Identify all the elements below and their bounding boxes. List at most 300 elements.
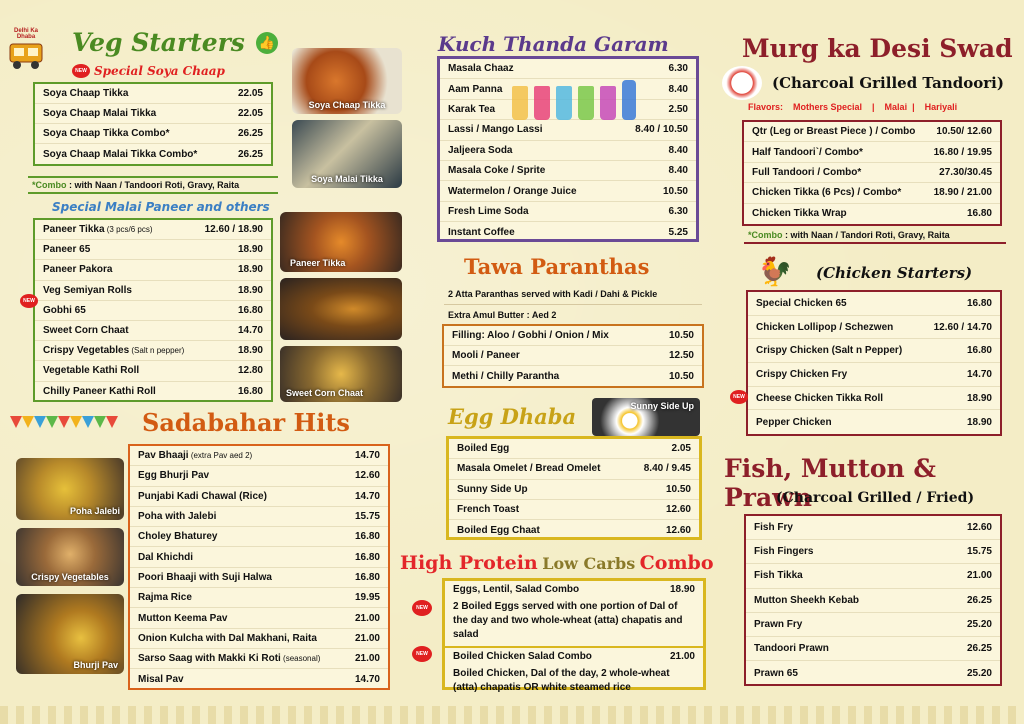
item-name-text: French Toast [457,504,520,516]
menu-item [746,661,1000,685]
menu-item [35,301,271,321]
tawa-line2: Extra Amul Butter : Aed 2 [448,310,557,320]
menu-item-price: 2.05 [671,443,691,455]
item-name-text: Aam Panna [448,83,503,95]
menu-item-price: 21.00 [354,632,380,644]
item-name-text: Poori Bhaaji with Suji Halwa [138,571,272,583]
menu-item-name [138,511,355,522]
menu-item [744,204,1000,224]
menu-item-name [756,393,967,404]
menu-item-price: 18.90 [966,392,992,404]
item-name-text: Fish Tikka [754,570,803,582]
menu-item-name [754,570,967,581]
item-name-text: Crispy Vegetables [43,345,130,357]
menu-item-price: 6.30 [668,205,688,217]
menu-item-name [43,305,238,316]
protein-combo-1 [445,581,703,598]
item-name-text: Filling: Aloo / Gobhi / Onion / Mix [452,330,609,341]
item-name-text: Poha with Jalebi [138,511,217,523]
menu-item-name [752,167,939,178]
menu-item [35,144,271,164]
item-name-text: Watermelon / Orange Juice [448,185,577,197]
photo-label: Poha Jalebi [69,506,120,516]
new-badge-protein-2: NEW [412,646,432,662]
menu-item-name [138,450,355,461]
tawa-divider [444,304,702,305]
item-note: (seasonal) [280,654,321,664]
menu-item-price: 16.80 [237,304,263,316]
menu-item-price: 16.80 [354,531,380,543]
menu-item [35,124,271,144]
menu-item-price: 6.30 [668,63,688,75]
new-badge-soya: NEW [72,64,90,78]
item-name-text: Sarso Saag with Makki Ki Roti [138,653,281,665]
glass-icon [556,86,572,120]
photo-poha-jalebi [16,458,124,520]
photo-crispy-vegetables [16,528,124,586]
item-name-text: Paneer Pakora [43,264,113,276]
menu-item-price: 18.90 [237,345,263,357]
egg-list [449,439,699,540]
glass-icon [512,86,528,120]
murg-combo-label: *Combo [748,230,783,240]
menu-item-price: 8.40 [668,144,688,156]
item-name-text: Chicken Lollipop / Schezwen [756,321,894,333]
item-name-text: Methi / Chilly Parantha [452,370,560,382]
menu-item-name [43,386,238,397]
menu-item [444,326,702,346]
menu-item-price: 10.50 [668,370,694,382]
menu-item-price: 12.60 [665,524,691,536]
protein-title-2: Low Carbs [542,554,636,573]
item-name-text: Prawn Fry [754,618,803,630]
menu-item-price: 12.60 [966,522,992,534]
menu-item-name [756,417,967,428]
menu-item [130,446,388,466]
menu-item-price: 12.60 [665,504,691,516]
menu-item-price: 25.20 [966,667,992,679]
protein-title-3: Combo [639,552,714,574]
menu-item-price: 19.95 [354,592,380,604]
menu-item-name [752,147,934,158]
glass-icon [600,86,616,120]
photo-label: Soya Malai Tikka [311,174,383,184]
murg-flavors: Flavors: Mothers Special | Malai | Hariyali [748,102,958,112]
truck-icon [8,40,44,72]
menu-item-name [457,484,666,495]
menu-item-name [452,350,669,361]
menu-item [748,363,1000,387]
veg-combo-note [28,176,278,194]
photo-label: Sunny Side Up [630,401,694,411]
menu-item-price: 22.05 [237,108,263,119]
menu-item-price: 8.40 / 9.45 [643,463,691,475]
item-name-text: Lassi / Mango Lassi [448,124,543,136]
dhaba-logo [6,28,46,74]
menu-item-price: 16.80 [966,208,992,220]
tawa-list [444,326,702,386]
menu-item-price: 10.50 [662,185,688,197]
thanda-title: Kuch Thanda Garam [438,32,669,56]
menu-item-price: 10.50 [668,330,694,341]
menu-item-price: 26.25 [237,128,263,139]
menu-item-name [43,264,238,275]
menu-item-price: 8.40 / 10.50 [635,124,688,136]
menu-item [449,459,699,479]
rooster-icon: 🐓 [757,256,793,287]
menu-item [449,520,699,540]
protein-title-1: High Protein [400,552,538,574]
menu-item-name [448,206,669,217]
menu-item-price: 16.80 [237,386,263,398]
egg-box [446,436,702,540]
menu-item [130,588,388,608]
item-name-text: Pav Bhaaji [138,450,189,462]
menu-item-name [138,633,355,644]
menu-item-name [43,365,238,376]
menu-item [130,629,388,649]
menu-item [35,281,271,301]
photo-bhurji-pav [16,594,124,674]
item-name-text: Mooli / Paneer [452,350,520,361]
menu-item [746,589,1000,613]
new-badge-protein-1: NEW [412,600,432,616]
item-name-text: Misal Pav [138,673,184,685]
logo-name: Delhi Ka Dhaba [13,28,38,40]
menu-item-price: 22.05 [237,88,263,99]
menu-item [35,240,271,260]
menu-item-name [452,330,669,341]
menu-item [746,516,1000,540]
item-name-text: Veg Semiyan Rolls [43,284,132,296]
menu-item [444,346,702,366]
menu-item [449,439,699,459]
menu-item-price: 12.50 [668,350,694,361]
menu-item-name [752,208,967,219]
item-name-text: Sunny Side Up [457,483,528,495]
menu-item-price: 12.60 / 18.90 [204,224,263,236]
bottom-border [0,706,1024,724]
protein-combo-1-name: Eggs, Lentil, Salad Combo [453,584,580,595]
menu-item-price: 16.80 [354,571,380,583]
menu-item [35,220,271,240]
glass-icon [578,86,594,120]
menu-item-name [43,244,238,255]
item-name-text: Dal Khichdi [138,551,194,563]
menu-item-name [43,224,205,235]
item-name-text: Soya Chaap Malai Tikka [43,108,157,119]
fish-title: Fish, Mutton & Prawn [724,454,936,512]
egg-title: Egg Dhaba [448,404,577,429]
menu-item-name [756,322,934,333]
soya-chaap-list [35,84,271,164]
new-badge-gobhi: NEW [20,294,38,308]
menu-item-name [754,668,967,679]
bunting-decoration [10,416,118,428]
paneer-list [35,220,271,402]
photo-label: Crispy Vegetables [31,572,109,582]
menu-item-name [138,531,355,542]
menu-item-name [754,595,967,606]
menu-item-name [43,345,238,356]
menu-item [35,341,271,361]
menu-item-name [452,371,669,382]
menu-item-name [43,325,238,336]
item-name-text: Half Tandoori`/ Combo* [752,146,863,158]
veg-starters-title: Veg Starters [72,28,245,57]
menu-item-name [138,592,355,603]
murg-box [742,120,1002,226]
photo-label: Soya Chaap Tikka [308,100,386,110]
photo-label: Sweet Corn Chaat [286,388,364,398]
menu-item-name [138,572,355,583]
item-note: (extra Pav aed 2) [188,451,253,461]
item-name-text: Punjabi Kadi Chawal (Rice) [138,490,267,502]
menu-item [130,507,388,527]
item-name-text: Boiled Egg [457,443,510,455]
photo-soya-chaap-tikka [292,48,402,114]
murg-title: Murg ka Desi Swad [742,34,1013,63]
menu-item-name [754,619,967,630]
menu-item-name [138,552,355,563]
item-name-text: Onion Kulcha with Dal Makhani, Raita [138,632,317,644]
protein-title [400,552,714,574]
menu-item [130,608,388,628]
menu-item-name [43,108,238,119]
item-name-text: Full Tandoori / Combo* [752,166,862,178]
menu-item-name [448,186,663,197]
menu-item-price: 12.60 / 14.70 [933,321,992,333]
menu-item-price: 14.70 [354,673,380,685]
menu-item [440,59,696,79]
item-name-text: Gobhi 65 [43,304,86,316]
menu-item [748,387,1000,411]
item-name-text: Chicken Tikka Wrap [752,208,847,220]
menu-item-price: 2.50 [668,103,688,115]
menu-item [744,122,1000,142]
menu-item-price: 16.80 [966,345,992,357]
soya-chaap-box [33,82,273,166]
veg-starters-subtitle: Special Soya Chaap [94,64,225,78]
menu-item-name [43,149,238,160]
menu-item-name [754,643,967,654]
item-name-text: Chilly Paneer Kathi Roll [43,386,156,398]
menu-item-price: 8.40 [668,165,688,177]
menu-item-name [448,145,669,156]
glass-icon [534,86,550,120]
menu-item [130,568,388,588]
item-name-text: Masala Omelet / Bread Omelet [457,463,601,475]
protein-combo-1-desc: 2 Boiled Eggs served with one portion of Dal of the day and two whole-wheat (atta) chapatis and salad [445,598,703,648]
photo-paneer-tikka [280,212,402,272]
menu-item [744,183,1000,203]
item-name-text: Mutton Sheekh Kebab [754,594,860,606]
menu-item [440,222,696,242]
menu-item-price: 16.80 [354,551,380,563]
menu-item-price: 18.90 [966,416,992,428]
menu-item-price: 14.70 [966,368,992,380]
menu-item [35,382,271,402]
menu-item-name [754,546,967,557]
item-name-text: Jaljeera Soda [448,144,513,156]
item-name-text: Soya Chaap Tikka Combo* [43,128,170,139]
menu-item [748,410,1000,434]
glass-icon [622,80,636,120]
murg-subtitle: (Charcoal Grilled Tandoori) [772,74,1004,92]
protein-combo-1-price: 18.90 [669,584,695,595]
fish-box [744,514,1002,686]
menu-item-price: 16.80 [966,297,992,309]
menu-item-name [43,88,238,99]
menu-item [449,480,699,500]
item-name-text: Prawn 65 [754,667,798,679]
menu-item-name [752,126,936,137]
menu-item-name [448,124,635,135]
photo-sweet-corn-chaat [280,346,402,402]
menu-item-price: 5.25 [668,226,688,238]
item-note: (3 pcs/6 pcs) [104,225,153,235]
menu-item-name [754,522,967,533]
fish-subtitle: (Charcoal Grilled / Fried) [776,490,975,506]
item-name-text: Fish Fry [754,522,793,534]
menu-item-price: 21.00 [354,612,380,624]
menu-item-name [138,674,355,685]
menu-item [746,564,1000,588]
menu-item-price: 14.70 [354,490,380,502]
item-name-text: Paneer Tikka [43,224,105,236]
item-note: (Salt n pepper) [129,346,185,356]
menu-item-price: 21.00 [966,570,992,582]
menu-item [130,669,388,689]
menu-item [35,361,271,381]
menu-item-name [457,504,666,515]
item-name-text: Cheese Chicken Tikka Roll [756,392,884,404]
photo-gobhi [280,278,402,340]
item-name-text: Sweet Corn Chaat [43,325,129,337]
item-name-text: Tandoori Prawn [754,643,829,655]
menu-item-price: 12.60 [354,470,380,482]
item-name-text: Mutton Keema Pav [138,612,228,624]
menu-item [440,202,696,222]
item-name-text: Fresh Lime Soda [448,205,529,217]
menu-item [35,84,271,104]
menu-item-price: 21.00 [354,653,380,665]
menu-item [444,366,702,386]
menu-item-price: 15.75 [966,546,992,558]
menu-item [130,649,388,669]
chicken-icon [722,66,762,100]
photo-label: Bhurji Pav [73,660,118,670]
menu-item-name [457,463,644,474]
menu-item-price: 16.80 / 19.95 [933,146,992,158]
sadabahar-box [128,444,390,690]
menu-item-name [752,187,934,198]
menu-item [748,292,1000,316]
chicken-starters-title: (Chicken Starters) [816,264,973,282]
menu-item-name [457,525,666,536]
menu-item [35,260,271,280]
menu-item-price: 10.50/ 12.60 [936,126,992,138]
veg-combo-text: : with Naan / Tandoori Roti, Gravy, Raita [66,180,240,190]
menu-item [440,120,696,140]
drinks-illustration [512,78,662,120]
menu-item [130,487,388,507]
item-name-text: Paneer 65 [43,244,91,256]
fish-list [746,516,1000,685]
item-name-text: Fish Fingers [754,546,814,558]
item-name-text: Instant Coffee [448,226,515,238]
item-name-text: Pepper Chicken [756,416,832,428]
menu-item-price: 14.70 [237,325,263,337]
murg-list [744,122,1000,224]
menu-item-price: 10.50 [665,483,691,495]
item-name-text: Qtr (Leg or Breast Piece ) / Combo [752,126,916,138]
new-badge-chicken: NEW [730,390,748,404]
item-name-text: Choley Bhaturey [138,531,218,543]
tawa-title: Tawa Paranthas [464,254,650,279]
menu-item [746,613,1000,637]
menu-item-price: 18.90 / 21.00 [933,187,992,199]
menu-item [35,321,271,341]
item-name-text: Vegetable Kathi Roll [43,365,140,377]
item-name-text: Soya Chaap Malai Tikka Combo* [43,148,198,160]
protein-combo-2 [445,648,703,665]
paneer-box [33,218,273,402]
item-name-text: Crispy Chicken (Salt n Pepper) [756,345,903,357]
menu-item-price: 27.30/30.45 [939,166,992,178]
menu-item-name [448,63,669,74]
menu-item-name [756,369,967,380]
murg-combo-text: : with Naan / Tandori Roti, Gravy, Raita [782,230,950,240]
menu-item [746,540,1000,564]
menu-item [748,339,1000,363]
photo-sunny-side-up [592,398,700,436]
menu-item-price: 18.90 [237,244,263,256]
item-name-text: Masala Chaaz [448,63,514,75]
photo-soya-malai-tikka [292,120,402,188]
menu-item-price: 18.90 [237,264,263,276]
menu-item-price: 26.25 [966,594,992,606]
menu-item [130,547,388,567]
menu-item-name [138,491,355,502]
menu-item-name [43,128,238,139]
thumbs-up-icon: 👍 [256,32,278,54]
veg-combo-label: *Combo [32,180,67,190]
menu-item [130,466,388,486]
item-name-text: Special Chicken 65 [756,297,847,309]
menu-item [744,163,1000,183]
menu-item-price: 15.75 [354,511,380,523]
item-name-text: Soya Chaap Tikka [43,88,129,99]
sadabahar-title: Sadabahar Hits [142,408,350,437]
menu-item-name [448,165,669,176]
chicken-box [746,290,1002,436]
menu-item-price: 26.25 [237,148,263,160]
item-name-text: Egg Bhurji Pav [138,470,210,482]
menu-item [440,161,696,181]
chicken-list [748,292,1000,434]
menu-item-name [457,443,672,454]
protein-combo-2-name: Boiled Chicken Salad Combo [453,651,592,662]
murg-combo-note [744,228,1006,244]
menu-item [130,527,388,547]
sadabahar-list [130,446,388,690]
menu-item-name [756,298,967,309]
menu-item [440,141,696,161]
tawa-line1: 2 Atta Paranthas served with Kadi / Dahi & Pickle [448,289,658,299]
menu-item-name [138,653,355,664]
menu-item-name [756,345,967,356]
